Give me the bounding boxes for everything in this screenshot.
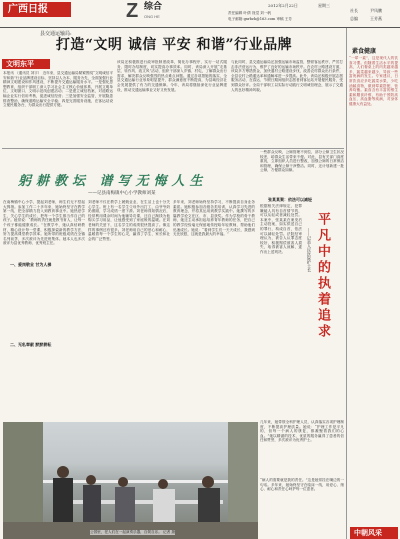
photo-person-body bbox=[83, 485, 101, 523]
top-article-col2: 该局还积极推进行政审批制度改革，简化办事程序，实行一站式服务、限时办结制度，切实提高办事效率。同时，该局深入开展“走基层、转作风、改文风”活动，组织干部深入乡镇、村屯，了解群众出行需求，解决群众反映强烈的热点难点问题。通过各项措施的落实，全县交通运输行业形象明显提升，群众满意度不断提高，为县域经济社会发展提供了有力的交通保障。今年，该局将继续深化行业品牌建设，推动交通运输事业又好又快发展。 bbox=[117, 60, 227, 92]
culture-article-col1: 在南梅镇中心小学，提起刘老师，师生们无不竖起大拇指。参加工作二十多年来，她始终坚守在教学第一线，把全部精力投入到教育事业中。她热爱学生，关心学生的成长，把每一个学生都当作自己的孩子。她常说：“教师的责任就是教书育人，让每一个孩子都能健康成长。”在教学中，她认真钻研教材，精心设计每一堂课，积极探索新的教学方法，努力提高课堂教学效率。她所带的班级成绩在全镇名列前茅，多次被评为先进班集体。她本人也多次被评为县优秀教师、优秀班主任。 bbox=[3, 200, 85, 246]
culture-article-subtitle: ——记县南梅镇中心小学教师刘某 bbox=[88, 191, 156, 196]
logo-text: 广西日报 bbox=[8, 4, 48, 15]
issue-weekday: 星期三 bbox=[318, 3, 330, 8]
photo-person-head bbox=[118, 477, 128, 487]
photo-tree-shade bbox=[3, 422, 43, 539]
issue-date: 2012年2月22日 bbox=[268, 3, 298, 8]
top-article-col1: 本报讯 （通讯员 刘宇） 近年来，县交通运输局紧紧围绕“文明诚信平安和谐”行业品牌建设目标，坚持以人为本、服务为先，全面加强行业精神文明建设和作风建设，不断提升交通运输服务水平。一是强化思想教育，组织干部职工深入学习社会主义核心价值体系，开展文明单位、文明窗口、文明示范线创建活动；二是建立诚信档案，对道路运输企业实行信用考核，促进诚信经营；三是加强安全监管，开展隐患排查整治，确保道路运输安全平稳；四是完善服务设施，在客运站设立便民服务台，为群众出行提供方便。 bbox=[3, 71, 113, 108]
photo-person-body bbox=[153, 489, 175, 523]
top-article-kicker: 县交通运输局: bbox=[40, 31, 72, 37]
masthead-right-tabs bbox=[350, 8, 398, 26]
photo-person-body bbox=[53, 478, 73, 523]
right-column-header: 素食健康 bbox=[352, 48, 377, 55]
middle-right-heading-a: 张某某案：依法可以减轻 bbox=[268, 197, 312, 202]
top-article-col3: 与此同时，县交通运输局还加强运输市场监管，整顿客运秩序，严厉打击非法营运行为，维护了良好的运输市场秩序。在农村公路建设方面，该局多方筹措资金，加快通村公路建设步伐，改善农村群众出行条件，全县农村公路通达率和通畅率进一步提高。此外，该局还积极开展志愿服务活动，在春运、节假日期间组织志愿者到客运站开展便民服务，受到群众好评。全局干部职工以实际行动践行文明诚信理念，展示了交通人的良好精神风貌。 bbox=[231, 60, 343, 92]
right-column-body: “一荤一素”，这是现代人的饮食习惯。但随着生活水平的提高，人们餐桌上的肉类越来越多，蔬菜越来越少，导致一些富贵病的发生。专家建议，日常饮食应多吃蔬菜水果，少吃油腻食物，做到荤素搭配、营养均衡。素食含有丰富的维生素和膳食纤维，有助于预防高血压、高血脂等疾病，对身体健康大有益处。 bbox=[349, 56, 398, 106]
culture-article-col2: 刘老师不仅在教学上兢兢业业，在生活上也十分关心学生。班上有一名学生父母外出打工，由爷爷奶奶照顾，学习成绩一度下滑。刘老师得知情况后，经常利用课余时间为他辅导功课，还自己掏钱为他购买学习用品，让他感受到了家庭般的温暖。在刘老师的关爱下，这名学生的成绩很快提高了。像这样的事例还有很多。刘老师用自己的爱心和耐心，温暖着每一个学生的心灵，赢得了学生、家长和社会的广泛赞誉。 bbox=[88, 200, 170, 241]
right-column-divider bbox=[346, 28, 347, 539]
culture-heading-1: 一、爱岗敬业 甘为人梯 bbox=[10, 262, 52, 267]
tab-label: 尹凤鹏 bbox=[370, 8, 382, 13]
culture-article-col3: 多年来，刘老师始终坚持学习，不断提高自身业务素质。她积极参加各级各类培训，认真学习先进的教育理念，并将其运用到教学实践中。她撰写的多篇教学论文在区、市、县获奖。作为学校的骨干教师，她还主动承担起培养青年教师的任务，把自己的教学经验毫无保留地传授给年轻教师，帮助他们迅速成长。她说：“看到学生们一天天成长，我感到无比欣慰，这就是我最大的幸福。” bbox=[173, 200, 255, 237]
middle-right-body-a: 一些群众反映，公厕管理不到位，部分公厕卫生状况较差，给群众生活带来不便。对此，县有关部门高度重视，立即组织人员进行整改，加强公厕的日常保洁和管理，确保公厕干净整洁。同时，还计划新建一批公厕，方便群众如厕。 bbox=[260, 150, 344, 173]
photo-caption: 公园里，老人们在一起演奏乐器，自娱自乐。 记者 摄 bbox=[90, 530, 175, 534]
section-name: 综合 bbox=[144, 2, 163, 12]
bottom-article-col1: 几年来，她带领全科护理人员，认真落实各项护理制度，不断提高护理质量。她说：“护理工作是平凡的，但每一个病人的康复，都凝聚着我们的心血。”她以精湛的技术、优质的服务赢得了患者的信任和赞誉，多次被评为优秀护士。 bbox=[260, 420, 344, 443]
photo-person-head bbox=[202, 476, 214, 488]
section-letter: Z bbox=[126, 0, 139, 22]
vertical-feature-subtitle: ——记县人民医院护士长 bbox=[307, 228, 312, 272]
masthead-rule bbox=[0, 27, 400, 28]
culture-heading-2: 二、无私奉献 默默耕耘 bbox=[10, 342, 52, 347]
tab-label: 总编 bbox=[350, 16, 358, 21]
bottom-article-col2: “病人的需要就是我的责任。”这是她常挂在嘴边的一句话。多年来，她始终坚守在临床一线，用爱心、细心、耐心和责任心呵护每一位患者。 bbox=[260, 478, 344, 492]
photo-person-head bbox=[86, 475, 96, 485]
middle-right-body-b: 根据相关法律规定，犯罪嫌疑人具有自首情节的，可以从轻或者减轻处罚。本案中，张某某在案发后主动投案，如实供述自己的罪行，构成自首，依法可以减轻处罚。法院经审理认为，被告人认罪态度较好，积极赔偿被害人损失，取得被害人谅解，遂作出上述判决。 bbox=[260, 204, 302, 254]
top-article-rule bbox=[2, 148, 344, 149]
editor-line: 责任编辑 叶倩 视觉 刘一帆 bbox=[228, 11, 271, 15]
photo-tree-shade-right bbox=[228, 422, 258, 539]
footer-tag: 中朝风采 bbox=[354, 528, 382, 537]
photo-person-head bbox=[57, 466, 69, 478]
tab-label: 社长 bbox=[350, 8, 358, 13]
section-pinyin: ONG HE bbox=[144, 14, 160, 19]
vertical-feature-title: 平凡中的执着追求 bbox=[315, 212, 330, 340]
tab-label: 王芳燕 bbox=[370, 16, 382, 21]
news-photo bbox=[3, 422, 258, 539]
section-label: 文明东平 bbox=[6, 59, 34, 68]
photo-person-body bbox=[115, 487, 135, 523]
culture-article-title: 躬耕教坛 谱写无悔人生 bbox=[18, 174, 208, 189]
masthead bbox=[0, 0, 400, 26]
photo-person-head bbox=[158, 479, 168, 489]
top-article-headline: 打造“文明 诚信 平安 和谐”行业品牌 bbox=[55, 37, 293, 53]
photo-scene-svg bbox=[3, 422, 258, 539]
email-line: 电子邮箱:gxrbzh@163.com 审稿 王芳 bbox=[228, 17, 292, 21]
